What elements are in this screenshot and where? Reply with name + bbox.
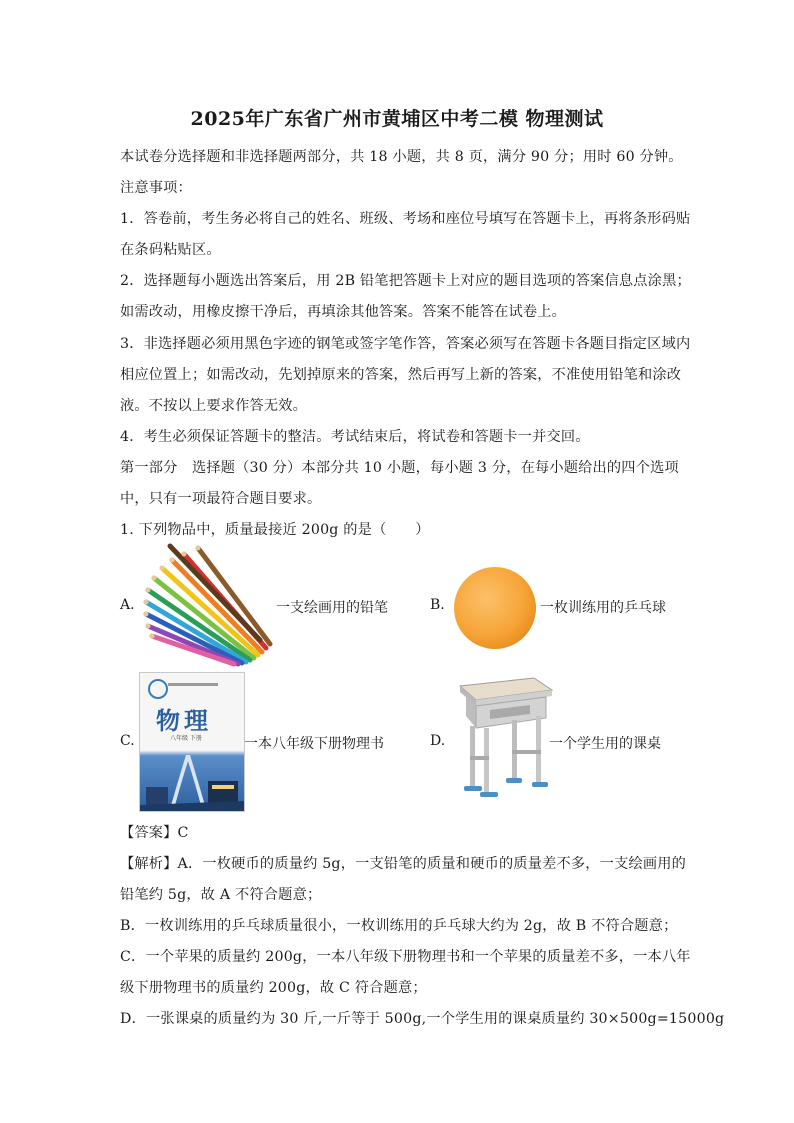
book-title: 物理 [156, 707, 212, 735]
option-a-text: 一支绘画用的铅笔 [276, 600, 388, 616]
option-b-text: 一枚训练用的乒乓球 [540, 600, 666, 616]
section-heading: 第一部分 选择题（30 分）本部分共 10 小题，每小题 3 分，在每小题给出的四个选项 [120, 460, 679, 476]
notice-line: 在条码粘贴区。 [120, 242, 221, 258]
book-subtitle: 八年级 下册 [170, 735, 202, 742]
notice-line: 4．考生必须保证答题卡的整洁。考试结束后，将试卷和答题卡一并交回。 [120, 429, 590, 445]
intro-text: 本试卷分选择题和非选择题两部分，共 18 小题，共 8 页，满分 90 分；用时 60 分钟。 [120, 149, 683, 165]
cover-subtitle-line [168, 683, 218, 686]
school-desk-image [450, 670, 554, 808]
option-d-letter: D. [430, 733, 446, 749]
notice-line: 如需改动，用橡皮擦干净后，再填涂其他答案。答案不能答在试卷上。 [120, 304, 567, 320]
analysis-line: 铅笔约 5g，故 A 不符合题意； [120, 887, 322, 903]
ping-pong-ball-image [452, 565, 538, 651]
page-title: 2025年广东省广州市黄埔区中考二模 物理测试 [190, 108, 604, 130]
option-a-letter: A. [120, 597, 135, 613]
analysis-line: C．一个苹果的质量约 200g，一本八年级下册物理书和一个苹果的质量差不多，一本八年 [120, 949, 691, 965]
publisher-logo-icon [148, 679, 168, 699]
notice-line: 3．非选择题必须用黑色字迹的钢笔或签字笔作答，答案必须写在答题卡各题目指定区域内 [120, 336, 691, 352]
option-d-text: 一个学生用的课桌 [549, 736, 661, 752]
option-b-letter: B. [430, 597, 445, 613]
option-c-letter: C. [120, 733, 135, 749]
answer-label: 【答案】C [120, 825, 189, 841]
notice-line: 1．答卷前，考生务必将自己的姓名、班级、考场和座位号填写在答题卡上，再将条形码贴 [120, 211, 691, 227]
physics-textbook-image [139, 672, 245, 812]
analysis-line: 【解析】A．一枚硬币的质量约 5g，一支铅笔的质量和硬币的质量差不多，一支绘画用的 [120, 856, 687, 872]
cover-cityscape-image [140, 751, 244, 811]
question-stem: 1. 下列物品中，质量最接近 200g 的是（ ） [120, 522, 430, 538]
notice-line: 相应位置上；如需改动，先划掉原来的答案，然后再写上新的答案，不准使用铅笔和涂改 [120, 367, 682, 383]
notice-line: 2．选择题每小题选出答案后，用 2B 铅笔把答题卡上对应的题目选项的答案信息点涂黑； [120, 273, 691, 289]
section-heading: 中，只有一项最符合题目要求。 [120, 491, 322, 507]
notice-heading: 注意事项： [120, 180, 192, 196]
notice-line: 液。不按以上要求作答无效。 [120, 398, 308, 414]
analysis-line: B．一枚训练用的乒乓球质量很小，一枚训练用的乒乓球大约为 2g，故 B 不符合题意； [120, 918, 678, 934]
analysis-line: D．一张课桌的质量约为 30 斤,一斤等于 500g,一个学生用的课桌质量约 30×500g=15000g [120, 1011, 725, 1027]
analysis-line: 级下册物理书的质量约 200g，故 C 符合题意； [120, 980, 427, 996]
option-c-text: 一本八年级下册物理书 [244, 736, 384, 752]
colored-pencils-image [140, 542, 280, 667]
